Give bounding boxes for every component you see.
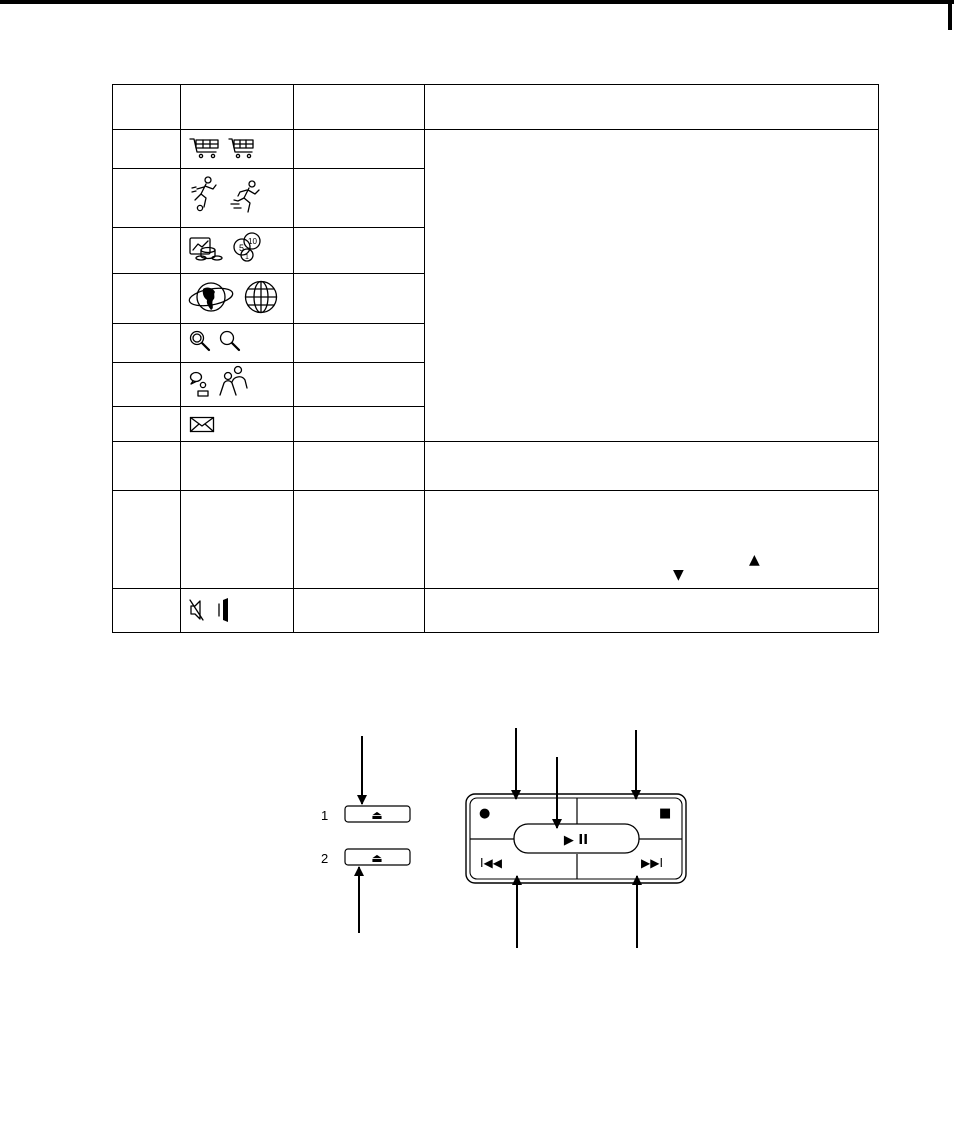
eject-icon: ⏏ (371, 808, 383, 822)
runner-icon (231, 181, 259, 212)
svg-text:5: 5 (239, 243, 245, 253)
table-row-rules (112, 130, 879, 589)
envelope-icon (191, 418, 214, 432)
drawer-1-label: 1 (321, 808, 329, 823)
play-pause-button[interactable] (514, 824, 639, 853)
up-arrow-glyph: ▲ (749, 552, 760, 568)
table-border (113, 85, 879, 633)
play-pause-icon: ▶ II (563, 833, 589, 848)
record-button[interactable] (479, 806, 490, 821)
shopping-cart-icon (190, 139, 218, 158)
globe-icon (246, 282, 277, 313)
globe-orbit-icon (188, 283, 234, 311)
down-arrow-glyph: ▼ (673, 567, 684, 583)
stop-button[interactable] (659, 806, 671, 821)
record-icon: ● (479, 806, 491, 821)
speaker-icon (219, 598, 228, 622)
rewind-icon: I◀◀ (480, 856, 502, 870)
previous-rewind-button[interactable] (480, 856, 503, 870)
athlete-icon (192, 177, 216, 211)
chat-person-icon (191, 373, 209, 397)
coins-icon (234, 233, 260, 261)
stop-icon: ■ (659, 806, 672, 821)
svg-text:1: 1 (245, 254, 249, 261)
magnifier-icon (191, 332, 210, 351)
forward-icon: ▶▶I (641, 856, 663, 870)
eject-button-2[interactable] (345, 849, 410, 865)
remote-buttons-figure (0, 700, 954, 1000)
eject-button-1[interactable] (345, 806, 410, 822)
mute-icon (190, 600, 203, 620)
magnifier-icon (221, 332, 240, 351)
svg-text:10: 10 (248, 237, 257, 246)
shopping-cart-icon (229, 139, 253, 158)
table-column-rules (181, 84, 425, 633)
finance-chart-icon (190, 238, 222, 260)
eject-icon: ⏏ (371, 851, 383, 865)
drawer-2-label: 2 (321, 851, 329, 866)
people-icon (220, 367, 247, 396)
next-forward-button[interactable] (641, 856, 663, 870)
